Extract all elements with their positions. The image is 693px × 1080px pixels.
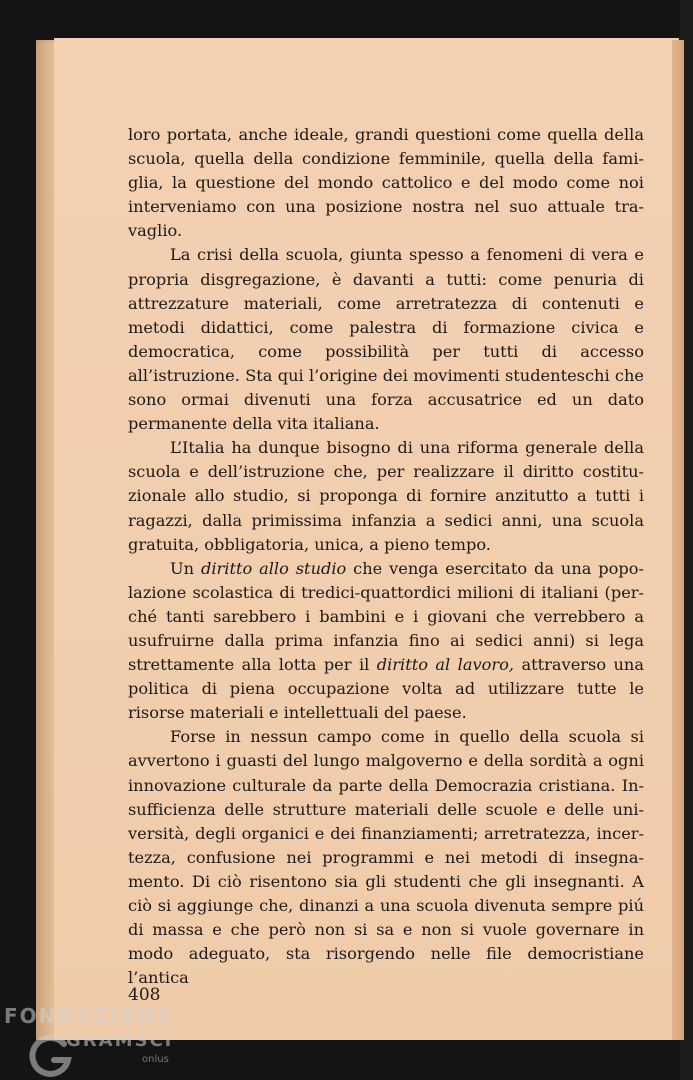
watermark-onlus: onlus [142,1054,169,1065]
watermark-line2: GRAMSCI [66,1030,174,1051]
paragraph-1: loro portata, anche ideale, grandi questioni come quella della scuola, quella della condizione femminile, quella della famiglia, la questione del mondo cattolico e del modo come noi interveniamo con una posizione nostra nel suo attuale travaglio. [128,125,644,241]
paragraph-5: Forse in nessun campo come in quello della scuola si avvertono i guasti del lungo malgoverno e della sordità a ogni innovazione culturale da parte della Democrazia cristiana. Insufficienza delle strutture materiali delle scuole e delle università, degli organici e dei finanziamenti; arretratezza, incertezza, confusione nei programmi e nei metodi di insegnamento. Di ciò risentono sia gli studenti che gli insegnanti. A ciò si aggiunge che, dinanzi a una scuola divenuta sempre piú di massa e che però non si sa e non si vuole governare in modo adeguato, sta risorgendo nelle file democristiane l’antica [128,727,644,988]
paragraph-3: L’Italia ha dunque bisogno di una riforma generale della scuola e dell’istruzione che, per realizzare il diritto costituzionale allo studio, si proponga di fornire anzitutto a tutti i ragazzi, dalla primissima infanzia a sedici anni, una scuola gratuita, obbligatoria, unica, a pieno tempo. [128,438,644,554]
book-cover-edge [672,40,684,1040]
watermark-line1: FONDAZIONE [4,1004,173,1028]
italic-phrase: diritto al lavoro, [376,655,515,675]
page-number: 408 [128,985,161,1005]
paragraph-2: La crisi della scuola, giunta spesso a fenomeni di vera e propria disgregazione, è davanti a tutti: come penuria di attrezzature materiali, come arretratezza di contenuti e metodi didattici, come palestra di formazione civica e democratica, come possibilità per tutti di accesso all’istruzione. Sta qui l’origine dei movimenti studenteschi che sono ormai divenuti una forza accusatrice ed un dato permanente della vita italiana. [128,245,644,434]
paragraph-4: Un diritto allo studio che venga esercitato da una popolazione scolastica di tredici-quattordici milioni di italiani (perché tanti sarebbero i bambini e i giovani che verrebbero a usufruirne dalla prima infanzia fino ai sedici anni) si lega strettamente alla lotta per il diritto al lavoro, attraverso una politica di piena occupazione volta ad utilizzare tutte le risorse materiali e intellettuali del paese. [128,558,645,723]
page-text [128,123,644,990]
italic-phrase: diritto allo studio [200,558,347,578]
watermark-logo [4,1000,194,1080]
